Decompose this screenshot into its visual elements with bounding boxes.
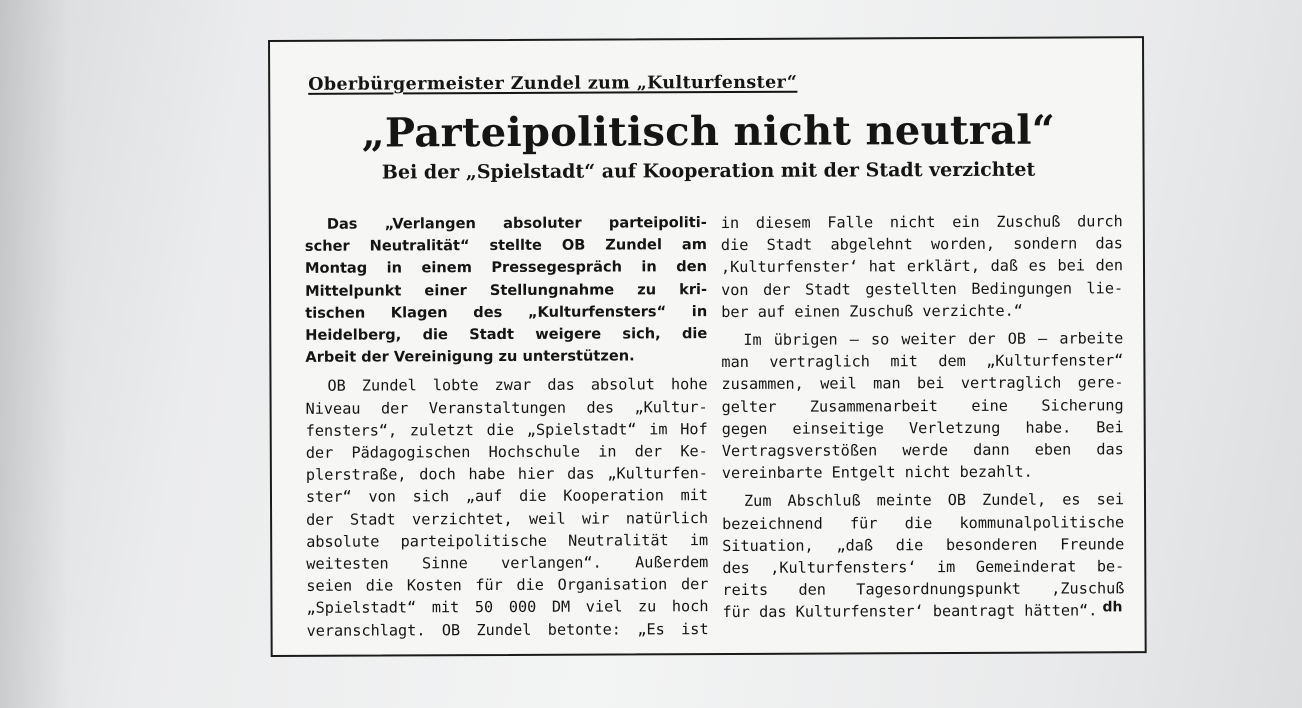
text-line: vereinbarte Entgelt nicht bezahlt.	[721, 462, 1033, 483]
article-subheadline: Bei der „Spielstadt“ auf Kooperation mit der Stadt verzichtet	[381, 158, 1036, 184]
right-column	[721, 210, 1125, 623]
article-headline: „Parteipolitisch nicht neutral“	[361, 106, 1056, 157]
text-line: man vertraglich mit dem „Kulturfenster“	[721, 351, 1124, 372]
text-line: Heidelberg, die Stadt weigere sich, die	[305, 325, 708, 344]
text-line: veranschlagt. OB Zundel betonte: „Es ist	[306, 619, 709, 640]
body-paragraph	[721, 210, 1123, 323]
text-line: Niveau der Veranstaltungen des „Kultur-	[305, 397, 708, 418]
body-paragraph	[722, 489, 1125, 624]
text-line: OB Zundel lobte zwar das absolut hohe	[327, 375, 708, 396]
text-line: der Pädagogischen Hochschule in der Ke-	[305, 442, 708, 462]
left-column	[305, 212, 709, 642]
text-line: plerstraße, doch habe hier das „Kulturfen-	[305, 464, 708, 485]
text-line: gelter Zusammenarbeit eine Sicherung	[721, 395, 1124, 416]
text-line: absolute parteipolitische Neutralität im	[306, 530, 709, 551]
text-line: in diesem Falle nicht ein Zuschuß durch	[720, 212, 1123, 233]
author-signature: dh	[1102, 599, 1123, 616]
text-line: ster“ von sich „auf die Kooperation mit	[305, 486, 709, 507]
text-line: tischen Klagen des „Kulturfensters“ in	[305, 302, 708, 322]
body-paragraph	[721, 327, 1124, 484]
text-line: Im übrigen – so weiter der OB – arbeite	[743, 329, 1124, 349]
newspaper-clipping	[268, 36, 1147, 657]
text-line: weitesten Sinne verlangen“. Außerdem	[306, 553, 709, 573]
text-line: Das „Verlangen absoluter parteipoliti-	[326, 214, 707, 233]
text-line: bezeichnend für die kommunalpolitische	[722, 512, 1125, 533]
text-line: Zum Abschluß meinte OB Zundel, es sei	[743, 490, 1125, 511]
text-line: ‚Kulturfenster‘ hat erklärt, daß es bei den	[720, 256, 1124, 277]
text-line: Montag in einem Pressegespräch in den	[304, 258, 708, 278]
text-line: zusammen, weil man bei vertraglich gere-	[721, 373, 1124, 394]
text-line: scher Neutralität“ stellte OB Zundel am	[304, 236, 707, 256]
lead-paragraph	[305, 212, 708, 369]
text-line: gegen einseitige Verletzung habe. Bei	[721, 418, 1124, 438]
text-line: reits den Tagesordnungspunkt ‚Zuschuß	[722, 579, 1125, 600]
text-line: Situation, „daß die besonderen Freunde	[722, 535, 1125, 555]
text-line: des ‚Kulturfensters‘ im Gemeinderat be-	[722, 557, 1125, 578]
text-line: Arbeit der Vereinigung zu unterstützen.	[305, 347, 635, 367]
text-line: seien die Kosten für die Organisation der	[306, 575, 709, 596]
text-line: ber auf einen Zuschuß verzichte.“	[721, 301, 1023, 321]
text-line: Vertragsverstößen werde dann eben das	[721, 440, 1124, 461]
text-line: Mittelpunkt einer Stellungnahme zu kri-	[305, 280, 708, 300]
body-paragraph	[305, 374, 708, 642]
text-line: „Spielstadt“ mit 50 000 DM viel zu hoch	[306, 597, 709, 618]
text-line: der Stadt verzichtet, weil wir natürlich	[306, 508, 709, 529]
text-line: für das Kulturfenster‘ beantragt hätten“.	[722, 601, 1098, 622]
text-line: die Stadt abgelehnt worden, sondern das	[720, 234, 1123, 255]
text-line: von der Stadt gestellten Bedingungen lie-	[721, 278, 1124, 299]
page-edge-shadow	[0, 0, 70, 708]
text-line: fensters“, zuletzt die „Spielstadt“ im Hof	[305, 419, 708, 440]
article-kicker: Oberbürgermeister Zundel zum „Kulturfenster“	[308, 72, 798, 95]
